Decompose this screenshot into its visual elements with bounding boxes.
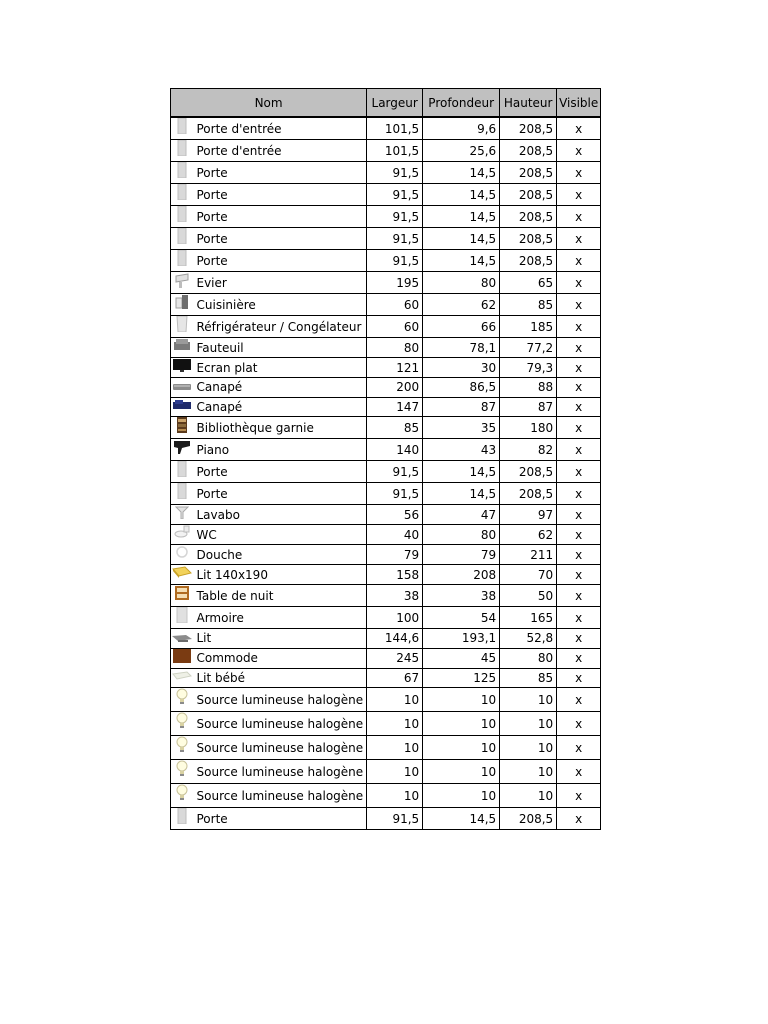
washbasin-icon: [175, 505, 189, 524]
dresser-icon: [172, 649, 192, 668]
row-icon-cell: [171, 184, 193, 206]
row-icon-cell: [171, 808, 193, 830]
door-icon: [175, 461, 189, 482]
table-row: [171, 272, 601, 294]
cell-name: Bibliothèque garnie: [193, 417, 367, 439]
table-row: [171, 162, 601, 184]
door-icon: [175, 228, 189, 249]
table-row: [171, 585, 601, 607]
table-row: [171, 525, 601, 545]
row-icon-cell: [171, 397, 193, 417]
table-row: [171, 316, 601, 338]
row-icon-cell: [171, 117, 193, 140]
bulb-icon: [175, 712, 189, 735]
toilet-icon: [174, 525, 190, 544]
sofa-blue-icon: [173, 398, 191, 416]
door-icon: [175, 206, 189, 227]
row-icon-cell: [171, 760, 193, 784]
cell-depth: 9,6: [423, 117, 500, 140]
row-icon-cell: [171, 483, 193, 505]
cell-name: Douche: [193, 545, 367, 565]
cell-name: Porte d'entrée: [193, 140, 367, 162]
table-row: [171, 294, 601, 316]
cell-name: Lit bébé: [193, 668, 367, 688]
bed-grey-icon: [172, 630, 192, 648]
stove-icon: [174, 294, 190, 315]
cell-visible: x: [557, 358, 601, 378]
table-row: [171, 250, 601, 272]
cell-visible: x: [557, 378, 601, 398]
crib-icon: [172, 669, 192, 687]
cell-height: 70: [500, 565, 557, 585]
cell-name: Porte d'entrée: [193, 117, 367, 140]
cell-height: 211: [500, 545, 557, 565]
cell-name: Porte: [193, 206, 367, 228]
furniture-table: [170, 88, 601, 830]
cell-name: Table de nuit: [193, 585, 367, 607]
bookcase-icon: [176, 417, 188, 438]
cell-depth: 80: [423, 525, 500, 545]
cell-visible: x: [557, 760, 601, 784]
cell-width: 56: [367, 505, 423, 525]
sofa-grey-icon: [173, 379, 191, 397]
row-icon-cell: [171, 525, 193, 545]
door-icon: [175, 250, 189, 271]
cell-height: 208,5: [500, 228, 557, 250]
column-header-height: Hauteur: [500, 89, 557, 118]
cell-depth: 14,5: [423, 461, 500, 483]
cell-name: Porte: [193, 808, 367, 830]
cell-visible: x: [557, 483, 601, 505]
cell-name: Source lumineuse halogène: [193, 688, 367, 712]
door-icon: [175, 483, 189, 504]
cell-depth: 45: [423, 648, 500, 668]
table-row: [171, 358, 601, 378]
cell-width: 60: [367, 294, 423, 316]
cell-depth: 62: [423, 294, 500, 316]
table-row: [171, 784, 601, 808]
cell-visible: x: [557, 250, 601, 272]
cell-depth: 10: [423, 688, 500, 712]
cell-visible: x: [557, 688, 601, 712]
cell-name: Canapé: [193, 397, 367, 417]
cell-height: 62: [500, 525, 557, 545]
cell-height: 65: [500, 272, 557, 294]
cell-height: 88: [500, 378, 557, 398]
cell-width: 91,5: [367, 808, 423, 830]
cell-name: Cuisinière: [193, 294, 367, 316]
cell-visible: x: [557, 585, 601, 607]
cell-depth: 14,5: [423, 206, 500, 228]
cell-name: Lit 140x190: [193, 565, 367, 585]
table-body: [171, 117, 601, 830]
cell-depth: 14,5: [423, 250, 500, 272]
row-icon-cell: [171, 439, 193, 461]
row-icon-cell: [171, 358, 193, 378]
column-header-width: Largeur: [367, 89, 423, 118]
cell-width: 245: [367, 648, 423, 668]
cell-width: 10: [367, 712, 423, 736]
cell-depth: 78,1: [423, 338, 500, 358]
cell-width: 38: [367, 585, 423, 607]
cell-name: Réfrigérateur / Congélateur: [193, 316, 367, 338]
cell-visible: x: [557, 461, 601, 483]
row-icon-cell: [171, 565, 193, 585]
cell-width: 158: [367, 565, 423, 585]
cell-height: 97: [500, 505, 557, 525]
cell-width: 101,5: [367, 140, 423, 162]
door-icon: [175, 184, 189, 205]
cell-visible: x: [557, 808, 601, 830]
bed-yellow-icon: [172, 565, 192, 584]
row-icon-cell: [171, 316, 193, 338]
cell-name: Piano: [193, 439, 367, 461]
table-row: [171, 439, 601, 461]
cell-visible: x: [557, 397, 601, 417]
cell-visible: x: [557, 668, 601, 688]
cell-name: Source lumineuse halogène: [193, 784, 367, 808]
table-row: [171, 760, 601, 784]
cell-width: 91,5: [367, 483, 423, 505]
cell-visible: x: [557, 294, 601, 316]
cell-visible: x: [557, 140, 601, 162]
bulb-icon: [175, 688, 189, 711]
row-icon-cell: [171, 206, 193, 228]
row-icon-cell: [171, 272, 193, 294]
cell-depth: 14,5: [423, 483, 500, 505]
cell-height: 82: [500, 439, 557, 461]
cell-width: 85: [367, 417, 423, 439]
row-icon-cell: [171, 294, 193, 316]
cell-depth: 54: [423, 607, 500, 629]
wardrobe-icon: [175, 607, 189, 628]
cell-visible: x: [557, 648, 601, 668]
cell-height: 87: [500, 397, 557, 417]
door-icon: [175, 808, 189, 829]
cell-depth: 193,1: [423, 629, 500, 649]
table-row: [171, 461, 601, 483]
cell-visible: x: [557, 162, 601, 184]
cell-name: Lit: [193, 629, 367, 649]
cell-depth: 80: [423, 272, 500, 294]
cell-depth: 38: [423, 585, 500, 607]
row-icon-cell: [171, 140, 193, 162]
cell-width: 200: [367, 378, 423, 398]
piano-icon: [173, 439, 191, 460]
cell-visible: x: [557, 565, 601, 585]
cell-height: 77,2: [500, 338, 557, 358]
cell-name: Ecran plat: [193, 358, 367, 378]
cell-width: 121: [367, 358, 423, 378]
cell-width: 10: [367, 784, 423, 808]
cell-height: 165: [500, 607, 557, 629]
row-icon-cell: [171, 417, 193, 439]
cell-depth: 87: [423, 397, 500, 417]
table-row: [171, 117, 601, 140]
cell-height: 208,5: [500, 250, 557, 272]
cell-height: 50: [500, 585, 557, 607]
cell-visible: x: [557, 184, 601, 206]
cell-width: 91,5: [367, 461, 423, 483]
table-row: [171, 545, 601, 565]
door-icon: [175, 140, 189, 161]
cell-height: 208,5: [500, 162, 557, 184]
cell-name: Source lumineuse halogène: [193, 736, 367, 760]
cell-depth: 86,5: [423, 378, 500, 398]
bulb-icon: [175, 736, 189, 759]
cell-width: 91,5: [367, 162, 423, 184]
cell-width: 91,5: [367, 250, 423, 272]
table-row: [171, 228, 601, 250]
cell-visible: x: [557, 338, 601, 358]
cell-height: 10: [500, 688, 557, 712]
cell-depth: 14,5: [423, 808, 500, 830]
table-row: [171, 607, 601, 629]
row-icon-cell: [171, 545, 193, 565]
cell-visible: x: [557, 505, 601, 525]
cell-height: 208,5: [500, 117, 557, 140]
sink-icon: [174, 272, 190, 293]
row-icon-cell: [171, 784, 193, 808]
cell-width: 80: [367, 338, 423, 358]
row-icon-cell: [171, 607, 193, 629]
cell-width: 144,6: [367, 629, 423, 649]
cell-height: 208,5: [500, 808, 557, 830]
table-row: [171, 736, 601, 760]
cell-name: Commode: [193, 648, 367, 668]
cell-height: 85: [500, 668, 557, 688]
row-icon-cell: [171, 250, 193, 272]
cell-visible: x: [557, 117, 601, 140]
door-icon: [175, 118, 189, 139]
row-icon-cell: [171, 228, 193, 250]
cell-name: WC: [193, 525, 367, 545]
cell-depth: 14,5: [423, 162, 500, 184]
cell-depth: 79: [423, 545, 500, 565]
row-icon-cell: [171, 688, 193, 712]
cell-width: 91,5: [367, 184, 423, 206]
cell-name: Porte: [193, 461, 367, 483]
cell-width: 91,5: [367, 228, 423, 250]
cell-depth: 10: [423, 784, 500, 808]
cell-width: 100: [367, 607, 423, 629]
fridge-icon: [175, 316, 189, 337]
bulb-icon: [175, 760, 189, 783]
cell-visible: x: [557, 206, 601, 228]
cell-width: 140: [367, 439, 423, 461]
cell-depth: 25,6: [423, 140, 500, 162]
table-row: [171, 505, 601, 525]
cell-name: Porte: [193, 162, 367, 184]
cell-depth: 10: [423, 736, 500, 760]
column-header-depth: Profondeur: [423, 89, 500, 118]
cell-width: 60: [367, 316, 423, 338]
cell-visible: x: [557, 629, 601, 649]
tv-icon: [173, 358, 191, 377]
row-icon-cell: [171, 378, 193, 398]
cell-height: 52,8: [500, 629, 557, 649]
table-row: [171, 808, 601, 830]
cell-name: Porte: [193, 228, 367, 250]
table-row: [171, 184, 601, 206]
cell-width: 10: [367, 760, 423, 784]
cell-width: 40: [367, 525, 423, 545]
armchair-icon: [173, 338, 191, 357]
bulb-icon: [175, 784, 189, 807]
cell-visible: x: [557, 545, 601, 565]
cell-visible: x: [557, 607, 601, 629]
cell-height: 10: [500, 736, 557, 760]
table-row: [171, 629, 601, 649]
cell-width: 10: [367, 736, 423, 760]
row-icon-cell: [171, 629, 193, 649]
cell-name: Evier: [193, 272, 367, 294]
cell-width: 91,5: [367, 206, 423, 228]
cell-height: 208,5: [500, 140, 557, 162]
table-row: [171, 378, 601, 398]
cell-width: 10: [367, 688, 423, 712]
cell-depth: 66: [423, 316, 500, 338]
row-icon-cell: [171, 461, 193, 483]
cell-name: Source lumineuse halogène: [193, 760, 367, 784]
row-icon-cell: [171, 712, 193, 736]
cell-depth: 10: [423, 712, 500, 736]
cell-depth: 35: [423, 417, 500, 439]
cell-height: 208,5: [500, 483, 557, 505]
row-icon-cell: [171, 338, 193, 358]
cell-visible: x: [557, 439, 601, 461]
cell-visible: x: [557, 228, 601, 250]
cell-name: Porte: [193, 184, 367, 206]
cell-width: 67: [367, 668, 423, 688]
column-header-name: Nom: [171, 89, 367, 118]
row-icon-cell: [171, 585, 193, 607]
cell-height: 10: [500, 712, 557, 736]
cell-width: 101,5: [367, 117, 423, 140]
cell-visible: x: [557, 525, 601, 545]
cell-depth: 125: [423, 668, 500, 688]
cell-depth: 47: [423, 505, 500, 525]
door-icon: [175, 162, 189, 183]
row-icon-cell: [171, 668, 193, 688]
cell-width: 195: [367, 272, 423, 294]
cell-height: 80: [500, 648, 557, 668]
cell-depth: 208: [423, 565, 500, 585]
cell-width: 147: [367, 397, 423, 417]
table-row: [171, 565, 601, 585]
cell-visible: x: [557, 417, 601, 439]
cell-height: 10: [500, 784, 557, 808]
cell-visible: x: [557, 736, 601, 760]
row-icon-cell: [171, 505, 193, 525]
cell-name: Fauteuil: [193, 338, 367, 358]
row-icon-cell: [171, 162, 193, 184]
cell-visible: x: [557, 784, 601, 808]
table-row: [171, 668, 601, 688]
cell-height: 180: [500, 417, 557, 439]
cell-name: Armoire: [193, 607, 367, 629]
cell-height: 208,5: [500, 184, 557, 206]
cell-depth: 43: [423, 439, 500, 461]
cell-name: Source lumineuse halogène: [193, 712, 367, 736]
nightstand-icon: [174, 585, 190, 606]
cell-height: 10: [500, 760, 557, 784]
table-row: [171, 483, 601, 505]
row-icon-cell: [171, 736, 193, 760]
table-row: [171, 140, 601, 162]
cell-height: 85: [500, 294, 557, 316]
table-header-row: [171, 89, 601, 118]
cell-depth: 14,5: [423, 228, 500, 250]
column-header-visible: Visible: [557, 89, 601, 118]
table-row: [171, 712, 601, 736]
cell-height: 208,5: [500, 206, 557, 228]
cell-height: 79,3: [500, 358, 557, 378]
table-row: [171, 206, 601, 228]
table-row: [171, 688, 601, 712]
shower-icon: [175, 545, 189, 564]
cell-visible: x: [557, 712, 601, 736]
cell-depth: 30: [423, 358, 500, 378]
cell-height: 208,5: [500, 461, 557, 483]
cell-visible: x: [557, 272, 601, 294]
cell-name: Porte: [193, 483, 367, 505]
cell-name: Canapé: [193, 378, 367, 398]
table-row: [171, 338, 601, 358]
cell-depth: 10: [423, 760, 500, 784]
row-icon-cell: [171, 648, 193, 668]
cell-visible: x: [557, 316, 601, 338]
cell-height: 185: [500, 316, 557, 338]
table-row: [171, 397, 601, 417]
table-row: [171, 417, 601, 439]
cell-name: Porte: [193, 250, 367, 272]
cell-depth: 14,5: [423, 184, 500, 206]
table-row: [171, 648, 601, 668]
cell-name: Lavabo: [193, 505, 367, 525]
cell-width: 79: [367, 545, 423, 565]
